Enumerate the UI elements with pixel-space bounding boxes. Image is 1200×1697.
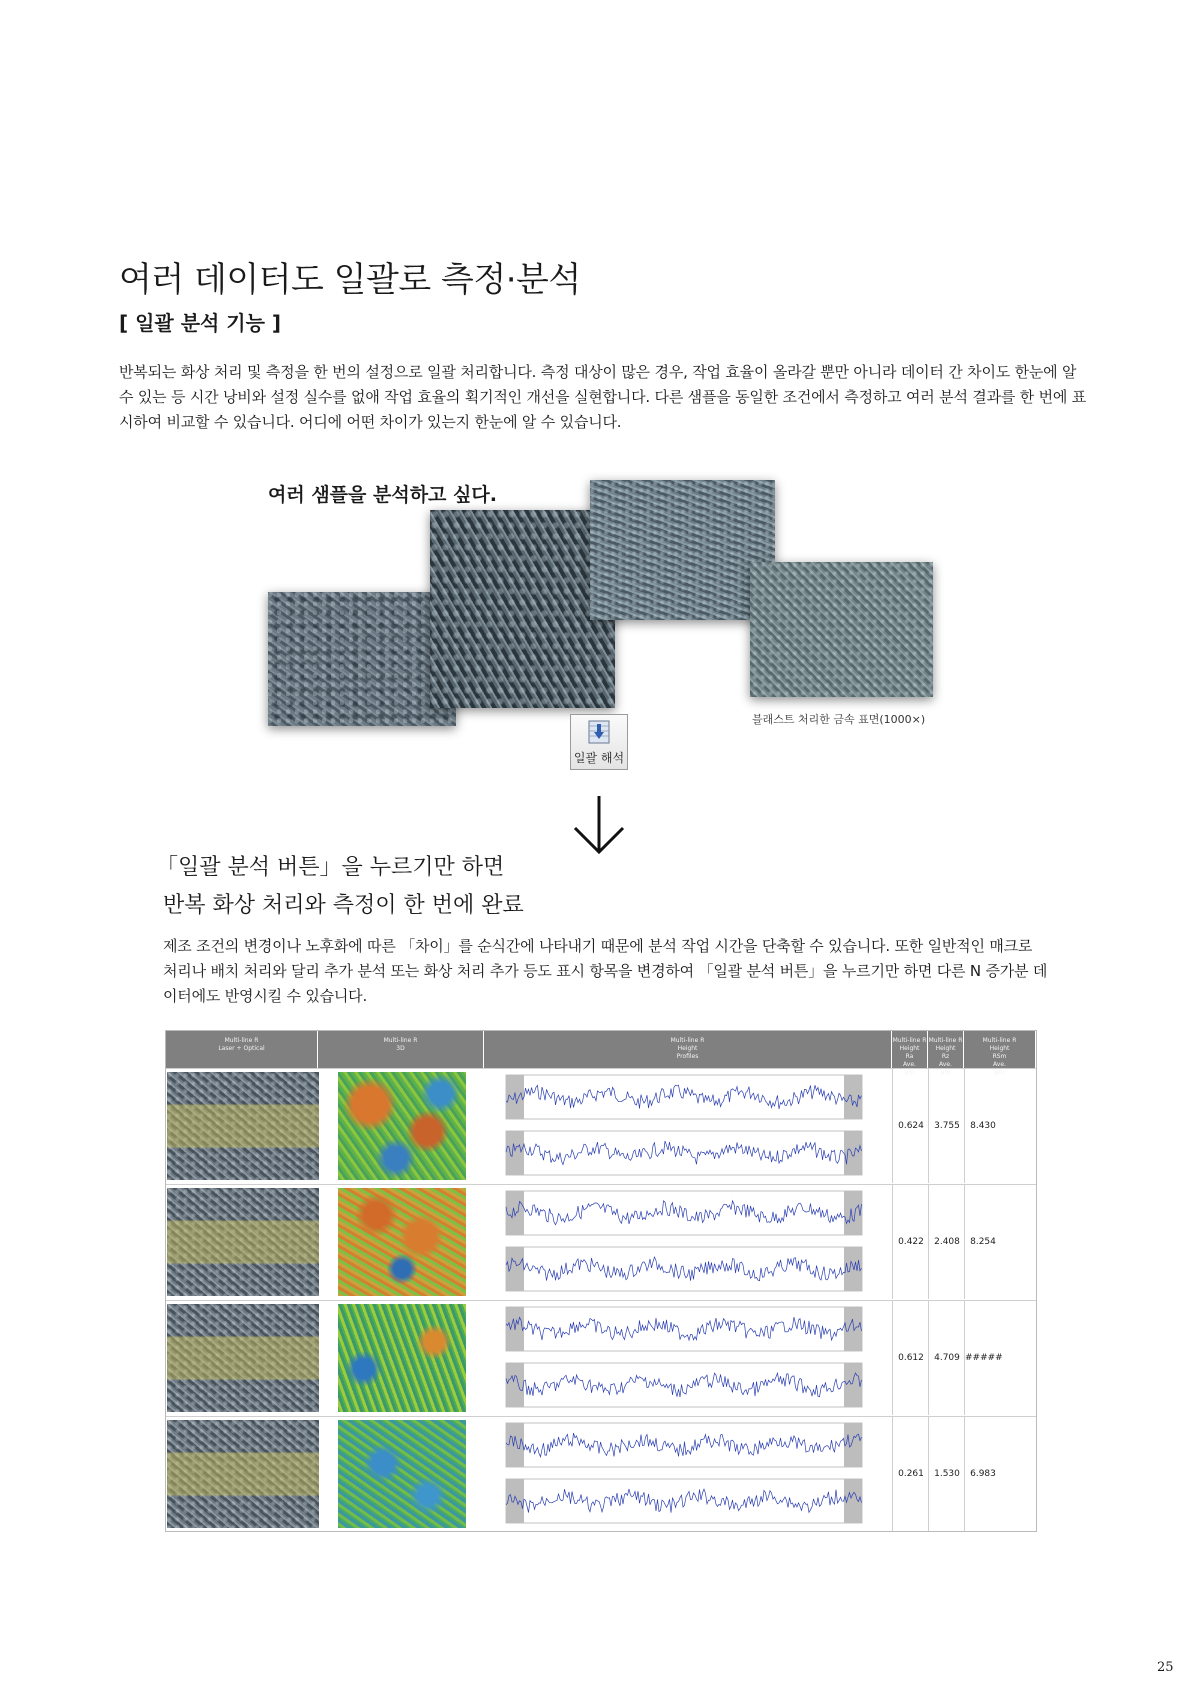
- rz-value: 3.755: [928, 1069, 965, 1183]
- header-profiles: Multi-line R Height Profiles: [484, 1031, 892, 1068]
- sample-image-2: [430, 510, 615, 708]
- profile-exclusion-zone: [506, 1479, 524, 1523]
- header-3d: Multi-line R 3D: [318, 1031, 484, 1068]
- profile-frame: [506, 1479, 862, 1523]
- profile-exclusion-zone: [506, 1191, 524, 1235]
- profile-exclusion-zone: [844, 1363, 862, 1407]
- ra-value: 0.612: [892, 1301, 929, 1415]
- sample-caption: 블래스트 처리한 금속 표면(1000×): [752, 713, 926, 726]
- rsm-value: 8.430: [964, 1069, 1001, 1183]
- optical-image: [167, 1304, 319, 1412]
- height-map-image: [338, 1072, 466, 1180]
- section-subtitle: [ 일괄 분석 기능 ]: [119, 311, 282, 335]
- sample-image-3: [590, 480, 775, 620]
- profile-frame: [506, 1247, 862, 1291]
- sample-image-1: [268, 592, 456, 726]
- profile-exclusion-zone: [844, 1247, 862, 1291]
- result-heading-1: 「일괄 분석 버튼」을 누르기만 하면: [156, 855, 505, 880]
- batch-analysis-label: 일괄 해석: [573, 751, 625, 765]
- batch-analysis-button[interactable]: [570, 714, 628, 770]
- rz-value: 4.709: [928, 1301, 965, 1415]
- profile-charts: [484, 1303, 874, 1413]
- header-ra: Multi-line R Height Ra Ave. μm: [892, 1031, 928, 1068]
- intro-paragraph: 반복되는 화상 처리 및 측정을 한 번의 설정으로 일괄 처리합니다. 측정 대상이 많은 경우, 작업 효율이 올라갈 뿐만 아니라 데이터 간 차이도 한눈에 알 수 있는 등 시간 낭비와 설정 실수를 없애 작업 효율의 획기적인 개선을 실현합니다. 다른 샘플을 동일한 조건에서 측정하고 여러 분석 결과를 한 번에 표시하여 비교할 수 있습니다. 어디에 어떤 차이가 있는지 한눈에 알 수 있습니다.: [119, 363, 1087, 431]
- ra-value: 0.422: [892, 1185, 929, 1299]
- table-row: [166, 1416, 1036, 1531]
- ra-value: 0.261: [892, 1417, 929, 1531]
- rz-value: 2.408: [928, 1185, 965, 1299]
- results-table: [165, 1030, 1037, 1532]
- arrow-down-icon: [572, 794, 626, 856]
- height-map-image: [338, 1304, 466, 1412]
- page-title: 여러 데이터도 일괄로 측정·분석: [119, 260, 581, 300]
- height-map-image: [338, 1420, 466, 1528]
- optical-image: [167, 1420, 319, 1528]
- profile-exclusion-zone: [844, 1423, 862, 1467]
- result-description: 제조 조건의 변경이나 노후화에 따른 「차이」를 순식간에 나타내기 때문에 분석 작업 시간을 단축할 수 있습니다. 또한 일반적인 매크로 처리나 배치 처리와 달리 추가 분석 또는 화상 처리 추가 등도 표시 항목을 변경하여 「일괄 분석 버튼」을 누르기만 하면 다른 N 증가분 데이터에도 반영시킬 수 있습니다.: [163, 937, 1048, 1005]
- profile-charts: [484, 1187, 874, 1297]
- optical-image: [167, 1072, 319, 1180]
- header-optical: Multi-line R Laser + Optical: [166, 1031, 318, 1068]
- optical-image: [167, 1188, 319, 1296]
- profile-exclusion-zone: [506, 1363, 524, 1407]
- result-heading-2: 반복 화상 처리와 측정이 한 번에 완료: [163, 893, 524, 918]
- table-row: [166, 1300, 1036, 1415]
- table-row: [166, 1184, 1036, 1299]
- ra-value: 0.624: [892, 1069, 929, 1183]
- batch-analysis-icon: [588, 720, 610, 744]
- page-number: 25: [1157, 1660, 1174, 1675]
- rz-value: 1.530: [928, 1417, 965, 1531]
- profile-exclusion-zone: [506, 1131, 524, 1175]
- profile-exclusion-zone: [844, 1131, 862, 1175]
- profile-charts: [484, 1071, 874, 1181]
- samples-heading: 여러 샘플을 분석하고 싶다.: [268, 484, 497, 506]
- table-row: [166, 1068, 1036, 1183]
- height-map-image: [338, 1188, 466, 1296]
- profile-exclusion-zone: [844, 1307, 862, 1351]
- rsm-value: 8.254: [964, 1185, 1001, 1299]
- profile-frame: [506, 1131, 862, 1175]
- rsm-value: #####: [964, 1301, 1001, 1415]
- sample-image-4: [750, 562, 933, 697]
- profile-charts: [484, 1419, 874, 1529]
- header-rz: Multi-line R Height Rz Ave. μm: [928, 1031, 964, 1068]
- rsm-value: 6.983: [964, 1417, 1001, 1531]
- header-rsm: Multi-line R Height RSm Ave. μm: [964, 1031, 1036, 1068]
